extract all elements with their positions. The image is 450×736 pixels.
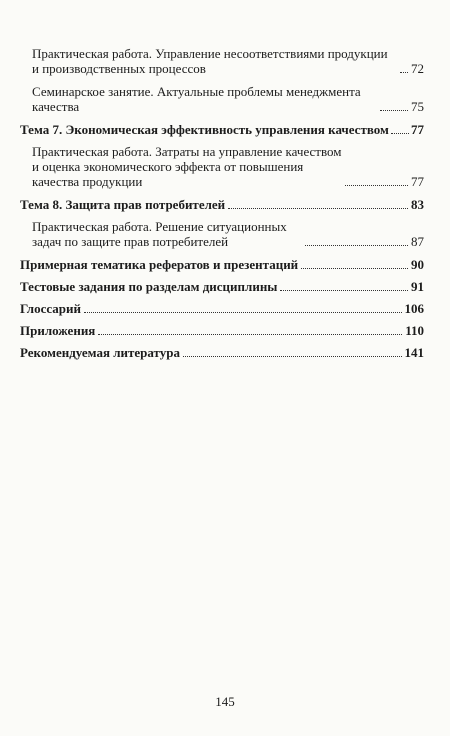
toc-entry-section [20, 122, 424, 137]
dot-leader [301, 268, 408, 269]
toc-entry-page: 91 [411, 279, 424, 294]
toc-entry-title: Глоссарий [20, 301, 82, 316]
toc-entry [20, 46, 424, 76]
toc-entry-page: 106 [404, 301, 424, 316]
toc-entry-section [20, 345, 424, 360]
toc-entry-title: Тема 7. Экономическая эффективность управления качеством [20, 122, 389, 137]
toc-entry-title: Практическая работа. Решение ситуационных задач по защите прав потребителей [32, 219, 287, 249]
toc-entry-title: Практическая работа. Затраты на управление качеством и оценка экономического эффекта от повышения качества продукции [32, 144, 342, 189]
dot-leader [98, 334, 402, 335]
toc-entry-page: 77 [411, 122, 424, 137]
page-number: 145 [215, 694, 235, 709]
dot-leader [183, 356, 402, 357]
toc-entry-title: Семинарское занятие. Актуальные проблемы менеджмента качества [32, 84, 361, 114]
toc-entry [20, 219, 424, 249]
toc-entry-title: Тестовые задания по разделам дисциплины [20, 279, 278, 294]
toc-entry-section [20, 323, 424, 338]
toc-entry-page: 83 [411, 197, 424, 212]
toc-entry [20, 144, 424, 189]
table-of-contents [20, 46, 424, 367]
toc-entry-title: Тема 8. Защита прав потребителей [20, 197, 226, 212]
dot-leader [305, 245, 408, 246]
dot-leader [345, 185, 408, 186]
dot-leader [228, 208, 408, 209]
toc-entry-page: 77 [411, 174, 424, 189]
toc-entry-title: Примерная тематика рефератов и презентаций [20, 257, 299, 272]
toc-entry-section [20, 257, 424, 272]
toc-entry-page: 87 [411, 234, 424, 249]
toc-entry-page: 110 [405, 323, 424, 338]
toc-entry-section [20, 301, 424, 316]
dot-leader [391, 133, 409, 134]
toc-entry [20, 84, 424, 114]
toc-entry-page: 72 [411, 61, 424, 76]
toc-entry-page: 90 [411, 257, 424, 272]
dot-leader [380, 110, 408, 111]
toc-entry-title: Практическая работа. Управление несоответствиями продукции и производственных процессов [32, 46, 388, 76]
toc-entry-page: 141 [404, 345, 424, 360]
dot-leader [280, 290, 408, 291]
toc-entry-page: 75 [411, 99, 424, 114]
toc-entry-title: Приложения [20, 323, 96, 338]
toc-entry-section [20, 197, 424, 212]
dot-leader [400, 72, 408, 73]
toc-entry-title: Рекомендуемая литература [20, 345, 180, 360]
dot-leader [84, 312, 401, 313]
toc-entry-section [20, 279, 424, 294]
